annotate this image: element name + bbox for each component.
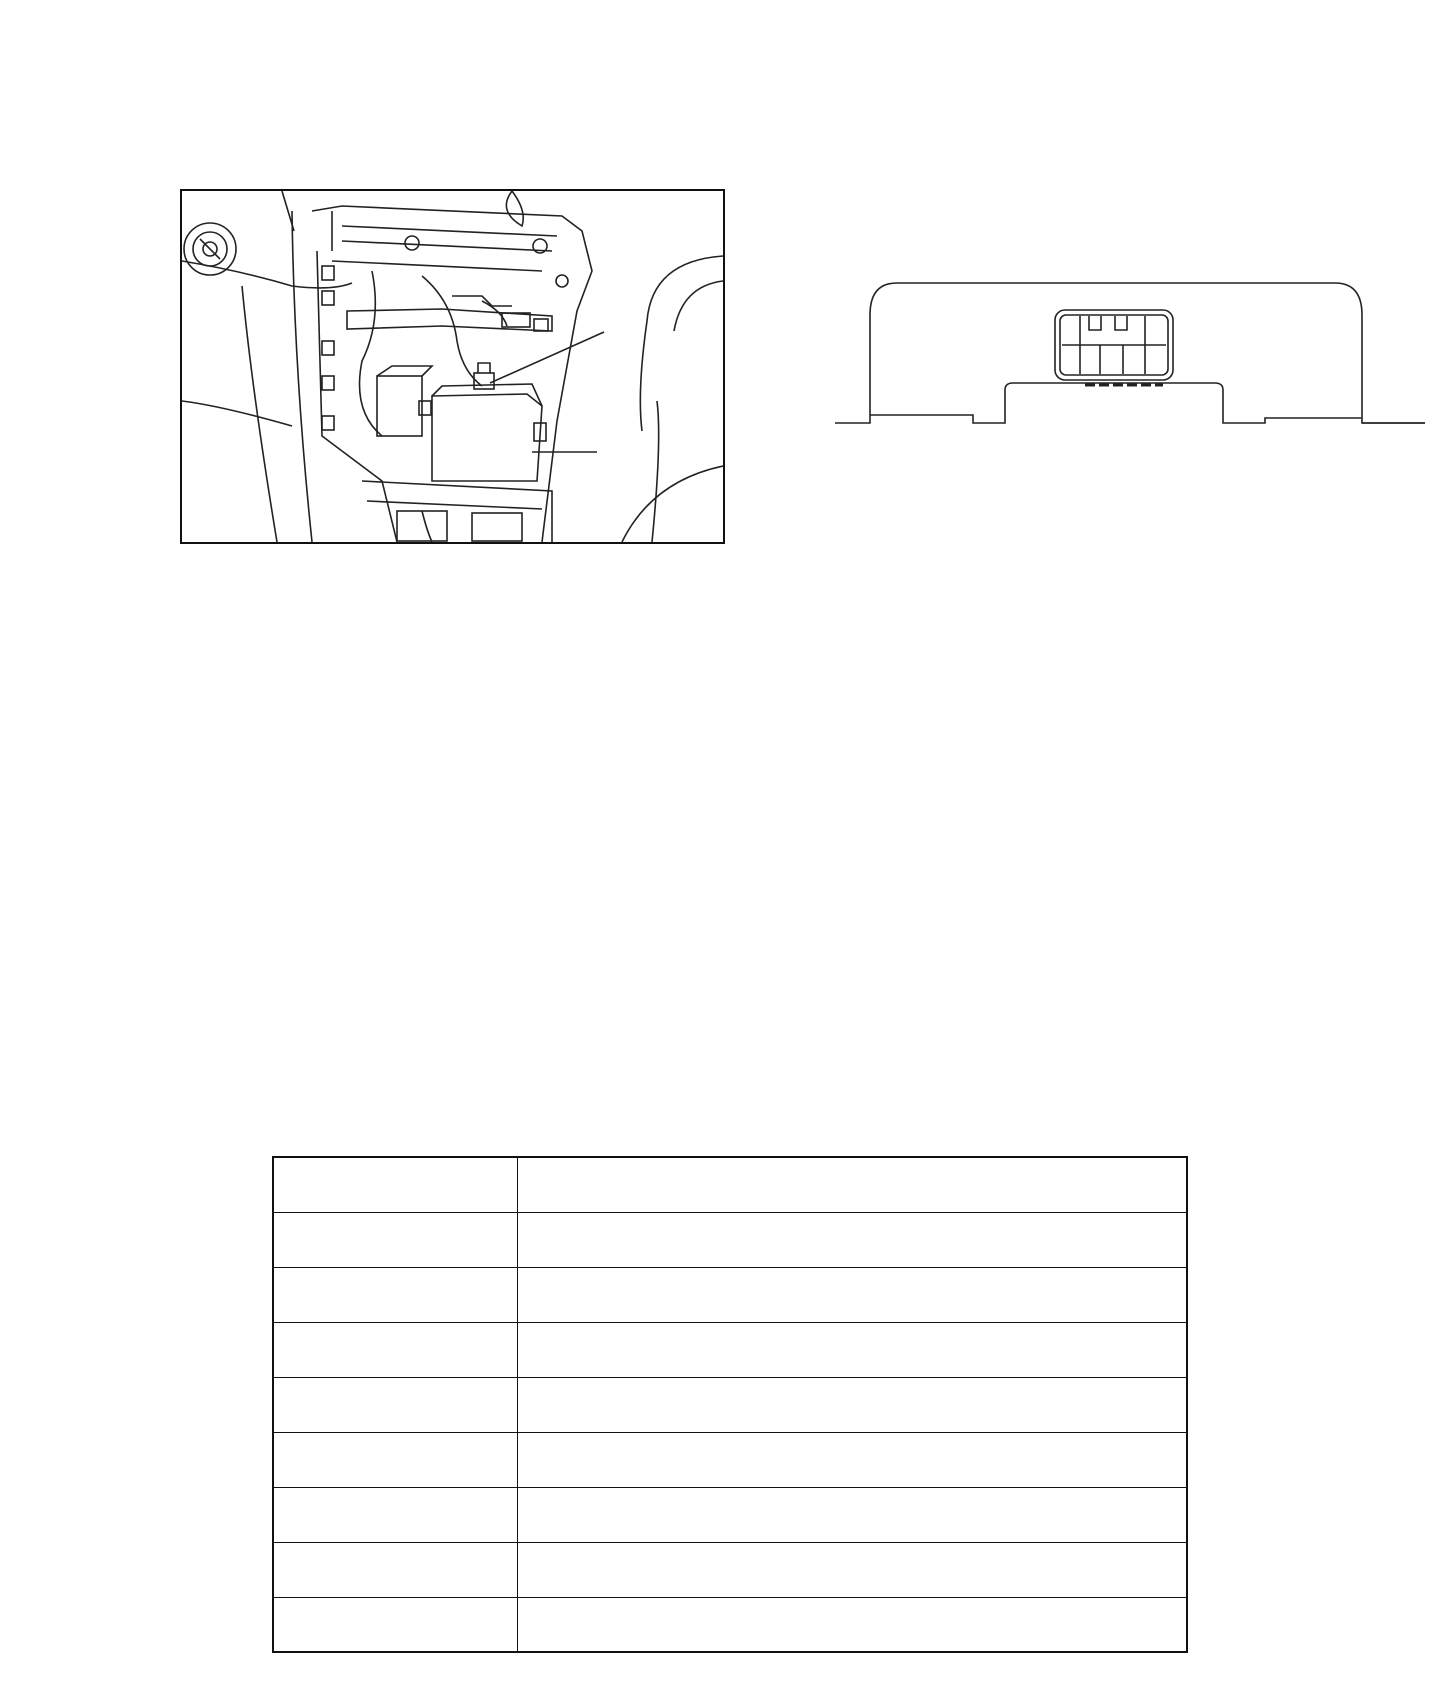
pin-description — [517, 1377, 1187, 1432]
pin-number — [273, 1322, 517, 1377]
connector-drawing — [835, 270, 1425, 450]
pin-number — [273, 1267, 517, 1322]
pin-number — [273, 1212, 517, 1267]
table-row — [273, 1267, 1187, 1322]
pin-number — [273, 1597, 517, 1652]
table-row — [273, 1542, 1187, 1597]
pin-description — [517, 1212, 1187, 1267]
table-row — [273, 1212, 1187, 1267]
table-row — [273, 1597, 1187, 1652]
pin-number — [273, 1432, 517, 1487]
table-row — [273, 1322, 1187, 1377]
dashboard-line-drawing — [182, 191, 723, 542]
pin-description — [517, 1322, 1187, 1377]
connector-view-figure — [835, 270, 1425, 450]
epscm-location-figure — [180, 189, 725, 544]
pin-no-header — [273, 1157, 517, 1212]
pin-description — [517, 1487, 1187, 1542]
description-header — [517, 1157, 1187, 1212]
pin-layout-table — [272, 1156, 1188, 1653]
pin-description — [517, 1597, 1187, 1652]
pin-description — [517, 1542, 1187, 1597]
table-row — [273, 1432, 1187, 1487]
pin-description — [517, 1432, 1187, 1487]
table-header-row — [273, 1157, 1187, 1212]
pin-description — [517, 1267, 1187, 1322]
pin-number — [273, 1487, 517, 1542]
pin-number — [273, 1377, 517, 1432]
table-row — [273, 1377, 1187, 1432]
table-row — [273, 1487, 1187, 1542]
pin-number — [273, 1542, 517, 1597]
